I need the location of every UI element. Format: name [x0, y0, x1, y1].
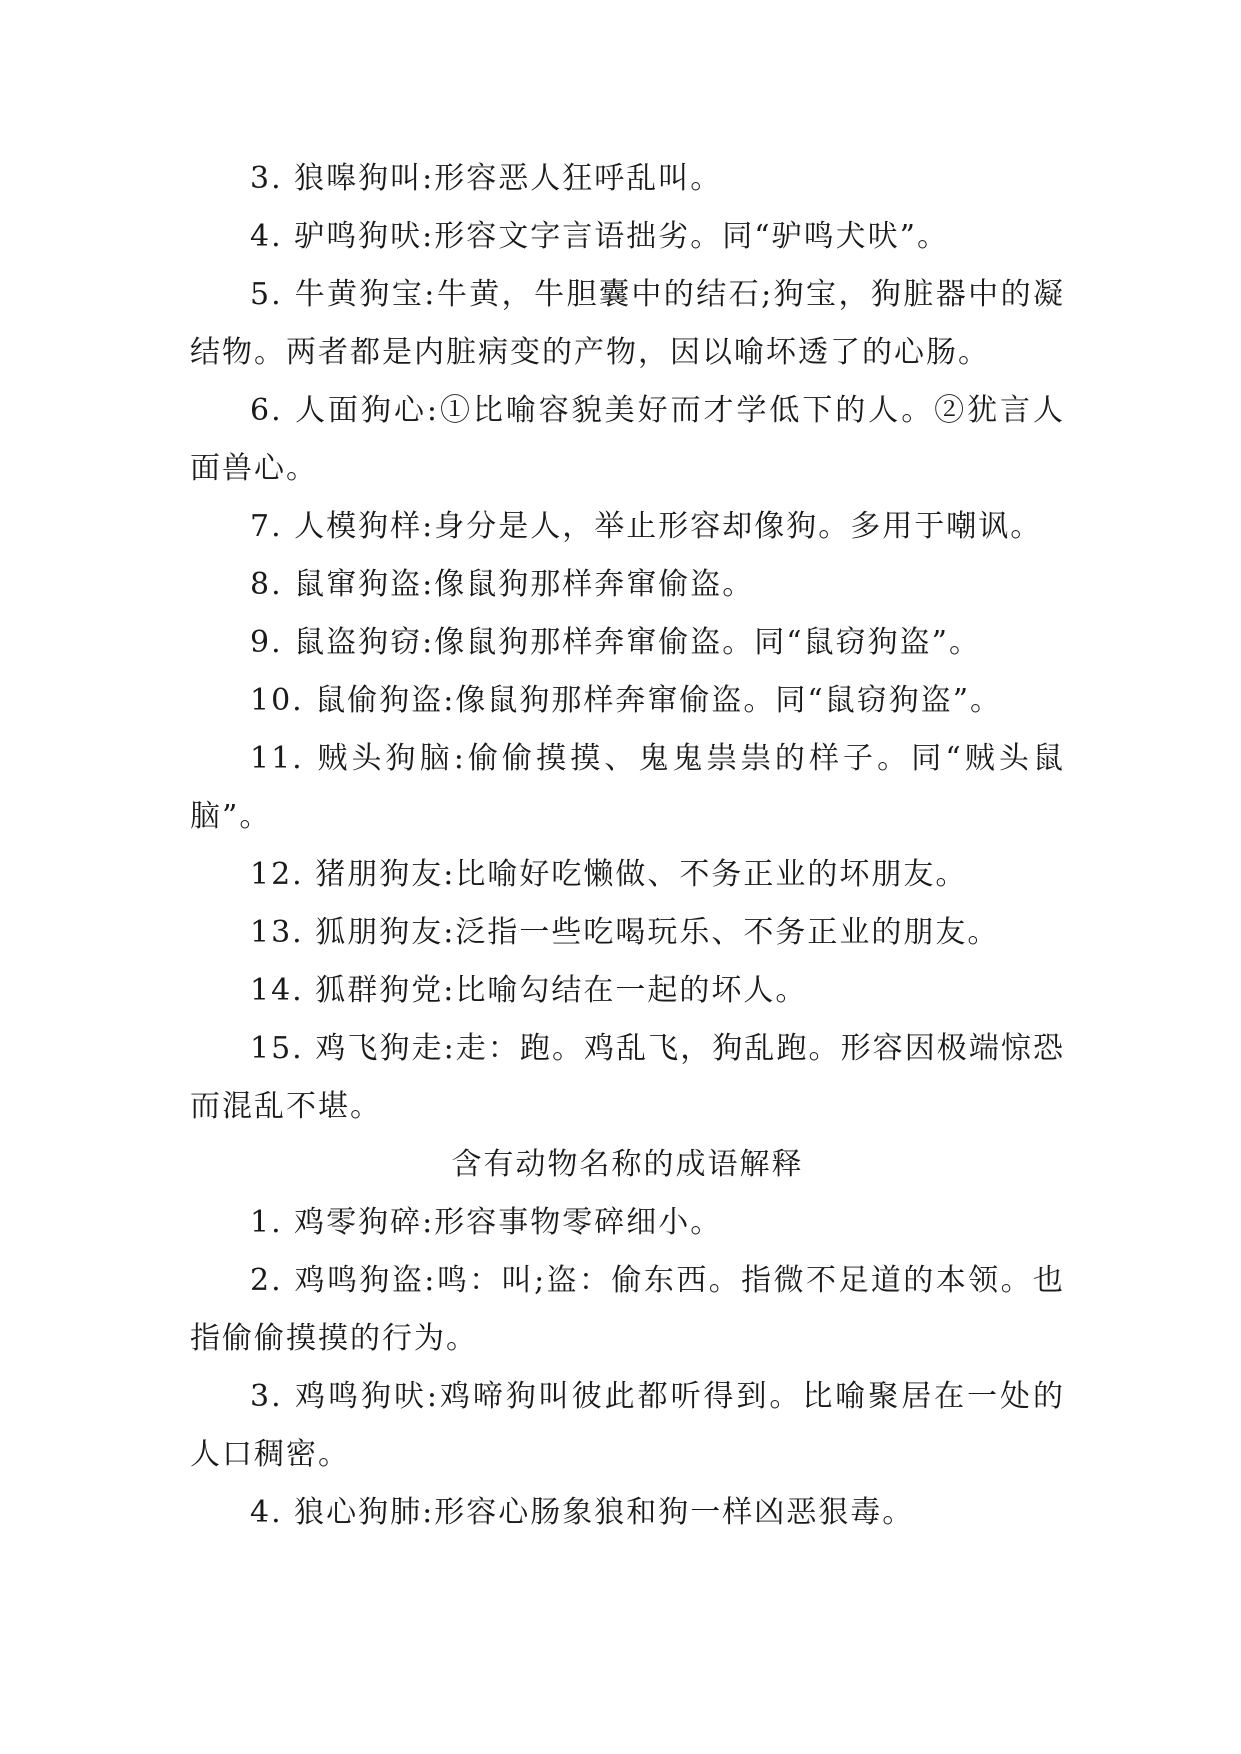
idiom-entry-11: 11. 贼头狗脑:偷偷摸摸、鬼鬼祟祟的样子。同“贼头鼠脑”。 — [190, 741, 1065, 834]
idiom-entry-8: 8. 鼠窜狗盗:像鼠狗那样奔窜偷盗。 — [250, 567, 755, 602]
idiom-entry-1: 1. 鸡零狗碎:形容事物零碎细小。 — [250, 1205, 723, 1240]
idiom-entry-4: 4. 驴鸣狗吠:形容文字言语拙劣。同“驴鸣犬吠”。 — [250, 219, 949, 254]
idiom-entry-5: 5. 牛黄狗宝:牛黄，牛胆囊中的结石;狗宝，狗脏器中的凝结物。两者都是内脏病变的产物，因以喻坏透了的心肠。 — [190, 277, 1065, 370]
idiom-entry-7: 7. 人模狗样:身分是人，举止形容却像狗。多用于嘲讽。 — [250, 509, 1043, 544]
idiom-entry-6: 6. 人面狗心:①比喻容貌美好而才学低下的人。②犹言人面兽心。 — [190, 393, 1065, 486]
idiom-entry-15: 15. 鸡飞狗走:走：跑。鸡乱飞，狗乱跑。形容因极端惊恐而混乱不堪。 — [190, 1031, 1065, 1124]
idiom-entry-4b: 4. 狼心狗肺:形容心肠象狼和狗一样凶恶狠毒。 — [250, 1495, 915, 1530]
idiom-entry-14: 14. 狐群狗党:比喻勾结在一起的坏人。 — [250, 973, 808, 1008]
idiom-entry-13: 13. 狐朋狗友:泛指一些吃喝玩乐、不务正业的朋友。 — [250, 915, 1000, 950]
idiom-entry-2: 2. 鸡鸣狗盗:鸣：叫;盗：偷东西。指微不足道的本领。也指偷偷摸摸的行为。 — [190, 1263, 1065, 1356]
idiom-entry-9: 9. 鼠盗狗窃:像鼠狗那样奔窜偷盗。同“鼠窃狗盗”。 — [250, 625, 981, 660]
section-heading: 含有动物名称的成语解释 — [451, 1147, 804, 1182]
idiom-entry-3: 3. 狼嗥狗叫:形容恶人狂呼乱叫。 — [250, 161, 723, 196]
idiom-entry-3b: 3. 鸡鸣狗吠:鸡啼狗叫彼此都听得到。比喻聚居在一处的人口稠密。 — [190, 1379, 1065, 1472]
idiom-entry-10: 10. 鼠偷狗盗:像鼠狗那样奔窜偷盗。同“鼠窃狗盗”。 — [250, 683, 1003, 718]
idiom-entry-12: 12. 猪朋狗友:比喻好吃懒做、不务正业的坏朋友。 — [250, 857, 968, 892]
